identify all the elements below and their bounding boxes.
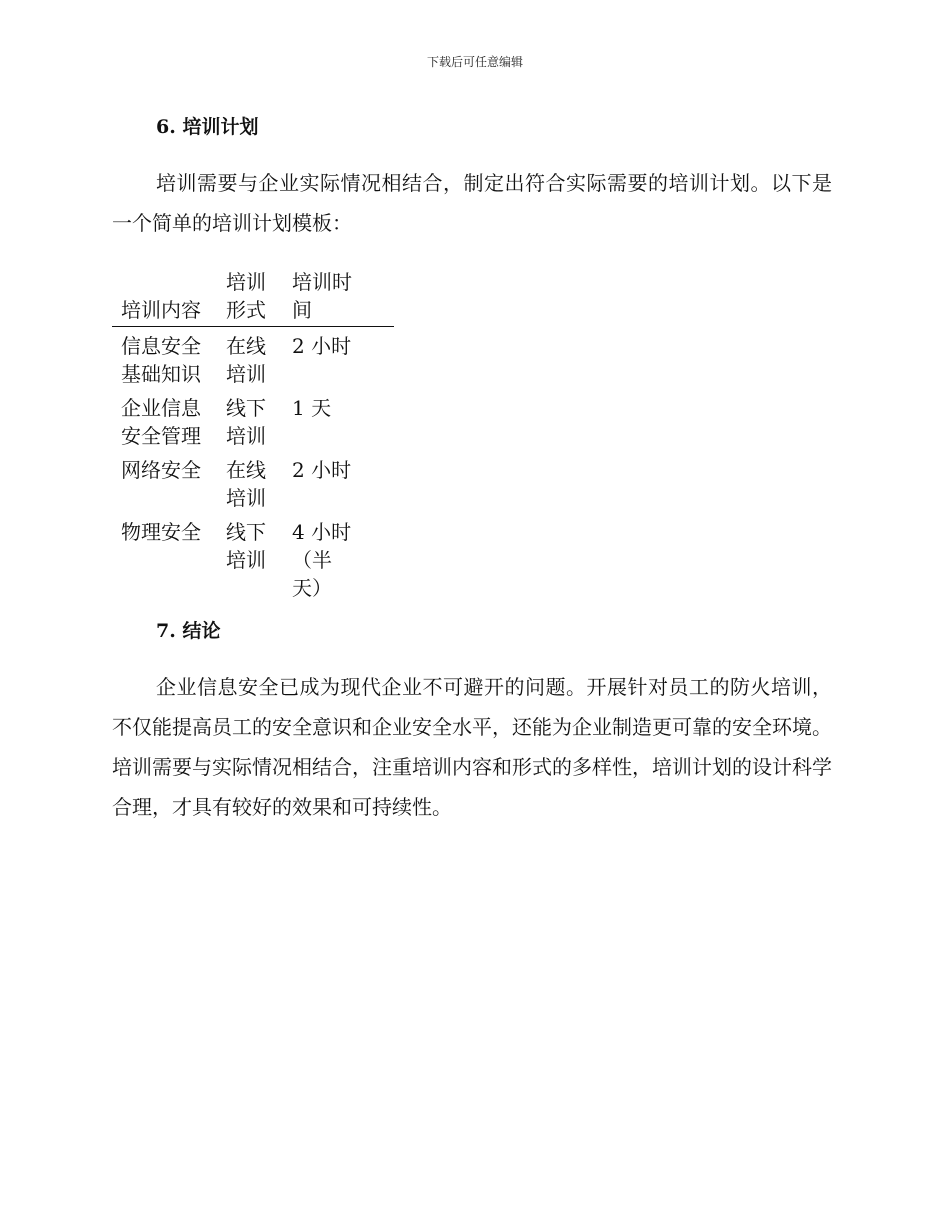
section-6-paragraph: 培训需要与企业实际情况相结合，制定出符合实际需要的培训计划。以下是一个简单的培训计划模板： bbox=[112, 171, 832, 235]
row-format: 线下培训 bbox=[226, 396, 266, 448]
table-row bbox=[112, 513, 394, 603]
table-header-row bbox=[112, 268, 394, 327]
header-time: 培训时间 bbox=[292, 268, 394, 327]
section-6-heading: 6. 培训计划 bbox=[156, 116, 259, 138]
row-content: 物理安全 bbox=[121, 520, 201, 544]
training-plan-table bbox=[112, 268, 394, 603]
row-content: 信息安全基础知识 bbox=[121, 334, 201, 386]
header-format: 培训形式 bbox=[226, 268, 292, 327]
page-header: 下载后可任意编辑 bbox=[426, 55, 523, 69]
table-row bbox=[112, 389, 394, 451]
table-row bbox=[112, 451, 394, 513]
section-7-paragraph: 企业信息安全已成为现代企业不可避开的问题。开展针对员工的防火培训，不仅能提高员工的安全意识和企业安全水平，还能为企业制造更可靠的安全环境。培训需要与实际情况相结合，注重培训内容和形式的多样性，培训计划的设计科学合理，才具有较好的效果和可持续性。 bbox=[112, 675, 832, 819]
row-content: 网络安全 bbox=[121, 458, 201, 482]
row-content: 企业信息安全管理 bbox=[121, 396, 201, 448]
row-format: 线下培训 bbox=[226, 520, 266, 572]
row-format: 在线培训 bbox=[226, 458, 266, 510]
row-time: 2 小时 bbox=[292, 334, 352, 358]
row-time: 4 小时（半天） bbox=[292, 520, 352, 600]
row-format: 在线培训 bbox=[226, 334, 266, 386]
header-content: 培训内容 bbox=[112, 268, 226, 327]
table-row bbox=[112, 327, 394, 390]
section-7-heading: 7. 结论 bbox=[156, 620, 221, 642]
row-time: 2 小时 bbox=[292, 458, 352, 482]
row-time: 1 天 bbox=[292, 396, 332, 420]
